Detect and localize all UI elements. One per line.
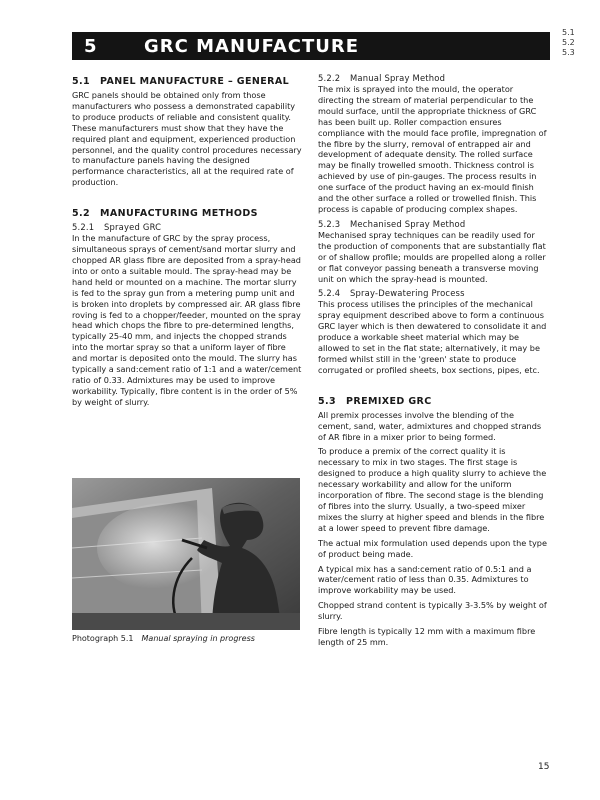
subsection-number: 5.2.1 [72, 222, 95, 233]
paragraph: This process utilises the principles of the mechanical spray equipment described above to form a continuous GRC layer which is then dewatered to consolidate it and produce a workable sheet material which may be allowed to set in the flat state; alternatively, it may be formed whilst still in the 'green' state to produce corrugated or profiled sheets, box sections, pipes, etc. [318, 299, 547, 375]
subsection-number: 5.2.4 [318, 288, 341, 299]
caption-text: Manual spraying in progress [141, 634, 255, 643]
subsection-title: Sprayed GRC [104, 222, 162, 233]
paragraph: Mechanised spray techniques can be readily used for the production of components that are substantially flat or of shallow profile; moulds are propelled along a roller or flat conveyor passing beneath a transverse moving unit on which the spray-head is mounted. [318, 229, 546, 284]
caption-label: Photograph 5.1 [72, 634, 134, 643]
subsection-title: Mechanised Spray Method [350, 218, 466, 229]
section-number: 5.3 [318, 395, 337, 407]
section-number: 5.2 [72, 208, 91, 220]
section-number: 5.1 [72, 76, 91, 87]
section-index-item[interactable]: 5.1 [562, 28, 575, 37]
paragraph: The actual mix formulation used depends upon the type of product being made. [318, 537, 547, 559]
photograph [72, 478, 300, 630]
paragraph: A typical mix has a sand:cement ratio of 0.5:1 and a water/cement ratio of less than 0.35. Admixtures to improve workability may be used. [318, 563, 532, 596]
section-index-item[interactable]: 5.3 [562, 48, 575, 57]
section-title: MANUFACTURING METHODS [100, 208, 258, 220]
section-heading [318, 396, 548, 407]
right-column [318, 70, 548, 652]
subsection-heading [318, 288, 548, 298]
section-heading [72, 76, 302, 87]
subsection-title: Manual Spray Method [350, 73, 446, 83]
left-column [72, 70, 302, 412]
subsection-heading [318, 73, 548, 83]
section-heading [72, 208, 302, 219]
paragraph: All premix processes involve the blending of the cement, sand, water, admixtures and chopped strands of AR fibre in a mixer prior to being formed. [318, 409, 542, 442]
photo-caption [72, 634, 255, 643]
section-index-item[interactable]: 5.2 [562, 38, 575, 47]
page-number: 15 [538, 762, 550, 772]
chapter-title: GRC MANUFACTURE [144, 35, 360, 57]
subsection-number: 5.2.2 [318, 73, 341, 83]
section-title: PREMIXED GRC [346, 395, 432, 407]
chapter-header [72, 32, 550, 60]
subsection-number: 5.2.3 [318, 218, 341, 229]
paragraph: GRC panels should be obtained only from those manufacturers who possess a demonstrated capability to produce products of reliable and consistent quality. These manufacturers must show that they have the required plant and equipment, experienced production personnel, and the quality control procedures necessary to manufacture panels having the designed performance characteristics, all at the required rate of production. [72, 90, 302, 188]
chapter-number: 5 [84, 35, 98, 57]
paragraph: The mix is sprayed into the mould, the operator directing the stream of material perpendicular to the mould surface, until the appropriate thickness of GRC has been built up. Roller compaction ensures compliance with the mould face profile, impregnation of the fibre by the slurry, removal of entrapped air and development of adequate density. The rolled surface may be finally trowelled smooth. Thickness control is achieved by use of pin-gauges. The process results in one surface of the product having an ex-mould finish and the other surface a rolled or trowelled finish. This process is capable of producing complex shapes. [318, 84, 547, 214]
paragraph: Fibre length is typically 12 mm with a maximum fibre length of 25 mm. [318, 626, 536, 647]
subsection-title: Spray-Dewatering Process [350, 288, 465, 299]
paragraph: To produce a premix of the correct quality it is necessary to mix in two stages. The first stage is designed to produce a high quality slurry to achieve the necessary workability and allow for the uniform incorporation of fibre. The second stage is the blending of fibres into the slurry. Usually, a two-speed mixer mixes the slurry at higher speed and blends in the fibre at a lower speed to prevent fibre damage. [318, 446, 547, 533]
section-index [562, 28, 598, 58]
paragraph: In the manufacture of GRC by the spray process, simultaneous sprays of cement/sand mortar slurry and chopped AR glass fibre are deposited from a spray-head into or onto a suitable mould. The spray-head may be hand held or mounted on a machine. The mortar slurry is fed to the spray gun from a metering pump unit and is broken into droplets by compressed air. AR glass fibre roving is fed to a chopper/feeder, mounted on the spray head which chops the fibre to pre-determined lengths, typically 25-40 mm, and injects the chopped strands into the mortar spray so that a uniform layer of fibre and mortar is deposited onto the mould. The slurry has typically a sand:cement ratio of 1:1 and a water/cement ratio of 0.33. Admixtures may be used to improve workability. Typically, fibre content is in the order of 5% by weight of slurry. [72, 233, 302, 407]
paragraph: Chopped strand content is typically 3-3.5% by weight of slurry. [318, 600, 547, 622]
subsection-heading [318, 219, 548, 229]
subsection-heading [72, 222, 302, 232]
section-title: PANEL MANUFACTURE – GENERAL [100, 76, 290, 87]
spraying-photo-illustration [72, 478, 300, 630]
